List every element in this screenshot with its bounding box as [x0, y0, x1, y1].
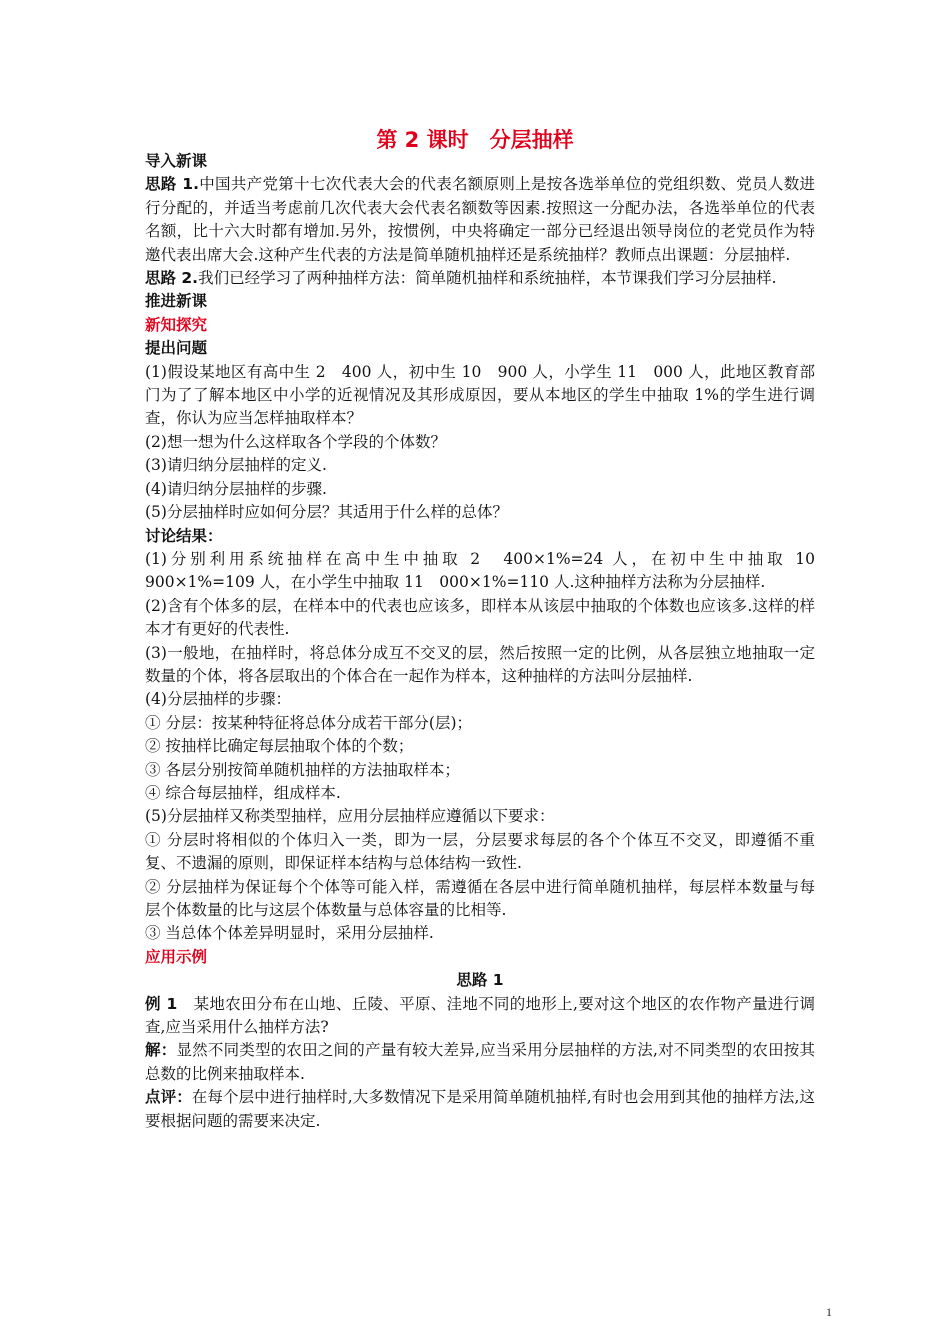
discussion-item: (2)含有个体多的层，在样本中的代表也应该多，即样本从该层中抽取的个体数也应该多.这样的样本才有更好的代表性.: [145, 596, 815, 639]
question-item: (5)分层抽样时应如何分层？其适用于什么样的总体？: [145, 503, 508, 522]
discussion-item: ① 分层时将相似的个体归入一类，即为一层，分层要求每层的各个个体互不交叉，即遵循不重复、不遗漏的原则，即保证样本结构与总体结构一致性.: [145, 830, 815, 873]
idea1-paragraph: [145, 173, 815, 267]
example1-label: 例 1: [145, 994, 178, 1013]
discussion-item: (5)分层抽样又称类型抽样，应用分层抽样应遵循以下要求：: [145, 807, 555, 826]
example1-paragraph: [145, 993, 815, 1040]
discussion-item: ② 分层抽样为保证每个个体等可能入样，需遵循在各层中进行简单随机抽样，每层样本数量与每层个体数量的比与这层个体数量与总体容量的比相等.: [145, 877, 815, 919]
discussion-item: (3)一般地，在抽样时，将总体分成互不交叉的层，然后按照一定的比例，从各层独立地抽取一定数量的个体，将各层取出的个体合在一起作为样本，这种抽样的方法叫分层抽样.: [145, 643, 815, 685]
solution-text: 显然不同类型的农田之间的产量有较大差异,应当采用分层抽样的方法,对不同类型的农田按其总数的比例来抽取样本.: [145, 1041, 815, 1083]
idea1-label: 思路 1.: [145, 175, 199, 194]
discussion-item: (1)分别利用系统抽样在高中生中抽取 2 400×1%=24 人，在初中生中抽取 10 900×1%=109 人，在小学生中抽取 11 000×1%=110 人.这种抽样方法称为分层抽样.: [145, 549, 831, 592]
question-item: (1)假设某地区有高中生 2 400 人，初中生 10 900 人，小学生 11 000 人，此地区教育部门为了了解本地区中小学的近视情况及其形成原因，要从本地区的学生中抽取 1%的学生进行调查，你认为应当怎样抽取样本？: [145, 362, 815, 428]
questions-heading: 提出问题: [145, 339, 208, 358]
lesson-body: [145, 150, 831, 1133]
solution-paragraph: [145, 1039, 815, 1086]
comment-text: 在每个层中进行抽样时,大多数情况下是采用简单随机抽样,有时也会用到其他的抽样方法,这要根据问题的需要来决定.: [145, 1088, 815, 1130]
discussion-item: ④ 综合每层抽样，组成样本.: [145, 783, 341, 802]
idea1-text: 中国共产党第十七次代表大会的代表名额原则上是按各选举单位的党组织数、党员人数进行分配的，并适当考虑前几次代表大会代表名额数等因素.按照这一分配办法，各选举单位的代表名额，比十六大时都有增加.另外，按惯例，中央将确定一部分已经退出领导岗位的老党员作为特邀代表出席大会.这种产生代表的方法是简单随机抽样还是系统抽样？教师点出课题：分层抽样.: [145, 175, 815, 264]
discussion-item: ③ 各层分别按简单随机抽样的方法抽取样本；: [145, 760, 460, 779]
examples-heading: 应用示例: [145, 947, 208, 966]
page-number: 1: [826, 1305, 832, 1319]
idea2-text: 我们已经学习了两种抽样方法：简单随机抽样和系统抽样，本节课我们学习分层抽样.: [198, 269, 777, 288]
intro-heading: 导入新课: [145, 152, 208, 170]
discussion-item: (4)分层抽样的步骤：: [145, 690, 291, 709]
idea2-paragraph: [145, 267, 815, 290]
solution-label: 解：: [145, 1041, 177, 1060]
comment-label: 点评：: [145, 1088, 192, 1107]
discussion-item: ② 按抽样比确定每层抽取个体的个数；: [145, 737, 414, 756]
question-item: (2)想一想为什么这样取各个学段的个体数？: [145, 432, 446, 451]
question-item: (4)请归纳分层抽样的步骤.: [145, 479, 327, 498]
lesson-title: 第 2 课时 分层抽样: [376, 128, 574, 152]
idea-center-heading: 思路 1: [456, 971, 504, 990]
discussion-heading: 讨论结果：: [145, 526, 223, 545]
advance-heading: 推进新课: [145, 292, 208, 311]
comment-paragraph: [145, 1086, 815, 1133]
discussion-item: ① 分层：按某种特征将总体分成若干部分(层)；: [145, 713, 473, 732]
discussion-item: ③ 当总体个体差异明显时，采用分层抽样.: [145, 924, 434, 943]
explore-heading: 新知探究: [145, 315, 208, 334]
idea2-label: 思路 2.: [145, 269, 199, 288]
example1-text: 某地农田分布在山地、丘陵、平原、洼地不同的地形上,要对这个地区的农作物产量进行调查,应当采用什么抽样方法?: [145, 994, 815, 1037]
question-item: (3)请归纳分层抽样的定义.: [145, 456, 327, 475]
